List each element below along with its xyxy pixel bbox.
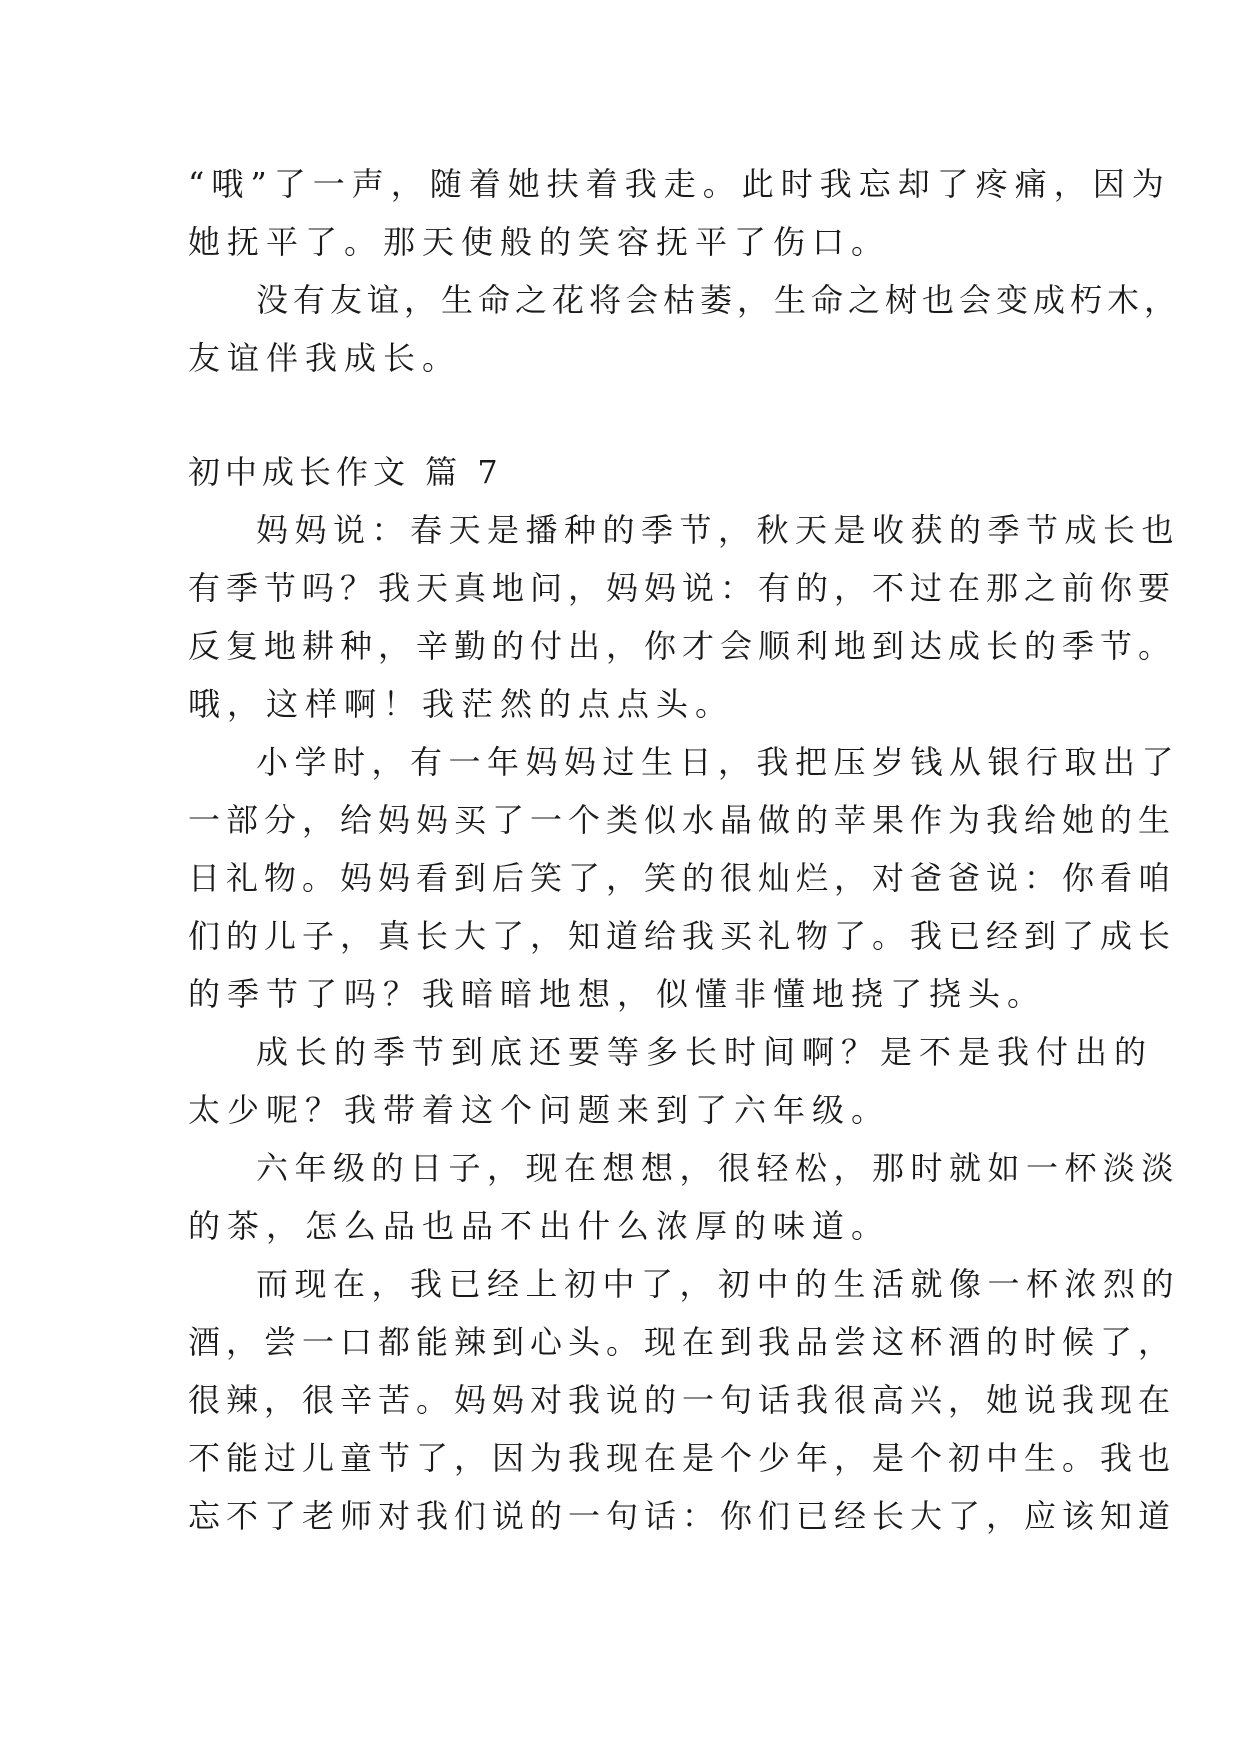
section-heading: 初中成长作文 篇 7 (188, 453, 503, 491)
paragraph-line: 成长的季节到底还要等多长时间啊？是不是我付出的 (256, 1033, 1154, 1071)
paragraph-line: 的季节了吗？我暗暗地想，似懂非懂地挠了挠头。 (188, 975, 1047, 1013)
paragraph-line: 日礼物。妈妈看到后笑了，笑的很灿烂，对爸爸说：你看咱 (188, 859, 1177, 897)
paragraph-line: 有季节吗？我天真地问，妈妈说：有的，不过在那之前你要 (188, 569, 1177, 607)
paragraph-line: 妈妈说：春天是播种的季节，秋天是收获的季节成长也 (256, 511, 1181, 549)
paragraph-line: 太少呢？我带着这个问题来到了六年级。 (188, 1091, 891, 1129)
paragraph-line: 她抚平了。那天使般的笑容抚平了伤口。 (188, 223, 891, 261)
paragraph-line: 们的儿子，真长大了，知道给我买礼物了。我已经到了成长 (188, 917, 1177, 955)
paragraph-line: 反复地耕种，辛勤的付出，你才会顺利地到达成长的季节。 (188, 627, 1177, 665)
paragraph-line: 小学时，有一年妈妈过生日，我把压岁钱从银行取出了 (256, 743, 1181, 781)
paragraph-line: 忘不了老师对我们说的一句话：你们已经长大了，应该知道 (188, 1497, 1177, 1535)
paragraph-line: 不能过儿童节了，因为我现在是个少年，是个初中生。我也 (188, 1439, 1177, 1477)
paragraph-line: 友谊伴我成长。 (188, 339, 462, 377)
paragraph-line: 的茶，怎么品也品不出什么浓厚的味道。 (188, 1207, 891, 1245)
paragraph-line: “哦”了一声，随着她扶着我走。此时我忘却了疼痛，因为 (188, 165, 1171, 203)
paragraph-line: 很辣，很辛苦。妈妈对我说的一句话我很高兴，她说我现在 (188, 1381, 1177, 1419)
paragraph-line: 没有友谊，生命之花将会枯萎，生命之树也会变成朽木， (256, 281, 1182, 319)
paragraph-line: 而现在，我已经上初中了，初中的生活就像一杯浓烈的 (256, 1265, 1181, 1303)
paragraph-line: 酒，尝一口都能辣到心头。现在到我品尝这杯酒的时候了， (188, 1323, 1177, 1361)
paragraph-line: 哦，这样啊！我茫然的点点头。 (188, 685, 735, 723)
paragraph-line: 六年级的日子，现在想想，很轻松，那时就如一杯淡淡 (256, 1149, 1181, 1187)
paragraph-line: 一部分，给妈妈买了一个类似水晶做的苹果作为我给她的生 (188, 801, 1177, 839)
